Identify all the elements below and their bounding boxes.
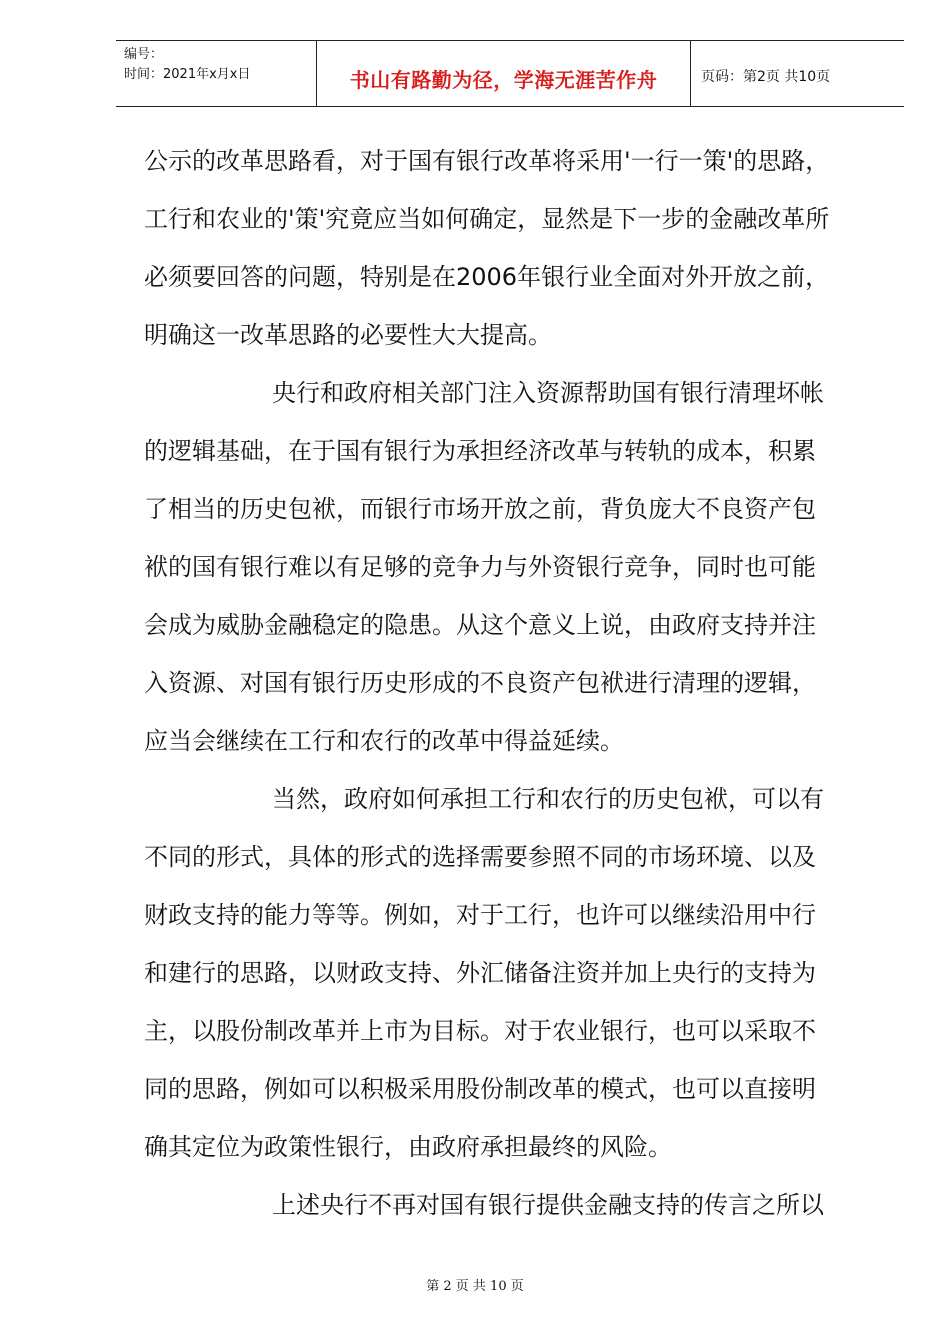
document-body bbox=[144, 132, 874, 1234]
text-line: 会成为威胁金融稳定的隐患。从这个意义上说，由政府支持并注 bbox=[144, 611, 816, 639]
document-header bbox=[116, 40, 904, 107]
text-line: 工行和农业的'策'究竟应当如何确定，显然是下一步的金融改革所 bbox=[144, 205, 830, 233]
document-number-label: 编号： bbox=[124, 47, 164, 62]
header-page-code: 页码：第2页 共10页 bbox=[701, 69, 831, 85]
text-line: 公示的改革思路看，对于国有银行改革将采用'一行一策'的思路， bbox=[144, 147, 830, 175]
text-line: 财政支持的能力等等。例如，对于工行，也许可以继续沿用中行 bbox=[144, 901, 816, 929]
text-line: 上述央行不再对国有银行提供金融支持的传言之所以 bbox=[272, 1191, 824, 1219]
text-line: 明确这一改革思路的必要性大大提高。 bbox=[144, 321, 552, 349]
paragraph-3 bbox=[144, 770, 874, 1176]
text-line: 袱的国有银行难以有足够的竞争力与外资银行竞争，同时也可能 bbox=[144, 553, 816, 581]
text-line: 不同的形式，具体的形式的选择需要参照不同的市场环境、以及 bbox=[144, 843, 816, 871]
paragraph-4 bbox=[144, 1176, 874, 1234]
text-line: 入资源、对国有银行历史形成的不良资产包袱进行清理的逻辑， bbox=[144, 669, 816, 697]
text-line: 的逻辑基础，在于国有银行为承担经济改革与转轨的成本，积累 bbox=[144, 437, 816, 465]
text-line: 当然，政府如何承担工行和农行的历史包袱，可以有 bbox=[272, 785, 824, 813]
header-motto-cell bbox=[317, 41, 691, 106]
document-date: 时间：2021年x月x日 bbox=[124, 67, 251, 82]
header-motto: 书山有路勤为径，学海无涯苦作舟 bbox=[349, 68, 658, 92]
page-footer: 第 2 页 共 10 页 bbox=[426, 1279, 524, 1294]
text-line: 确其定位为政策性银行，由政府承担最终的风险。 bbox=[144, 1133, 672, 1161]
text-line: 应当会继续在工行和农行的改革中得益延续。 bbox=[144, 727, 624, 755]
header-page-cell bbox=[691, 41, 904, 106]
text-line: 主，以股份制改革并上市为目标。对于农业银行，也可以采取不 bbox=[144, 1017, 816, 1045]
text-line: 同的思路，例如可以积极采用股份制改革的模式，也可以直接明 bbox=[144, 1075, 816, 1103]
paragraph-1 bbox=[144, 132, 874, 364]
paragraph-2 bbox=[144, 364, 874, 770]
text-line: 央行和政府相关部门注入资源帮助国有银行清理坏帐 bbox=[272, 379, 824, 407]
text-line: 了相当的历史包袱，而银行市场开放之前，背负庞大不良资产包 bbox=[144, 495, 816, 523]
header-meta-cell bbox=[116, 41, 317, 106]
text-line: 必须要回答的问题，特别是在2006年银行业全面对外开放之前， bbox=[144, 263, 830, 291]
text-line: 和建行的思路，以财政支持、外汇储备注资并加上央行的支持为 bbox=[144, 959, 816, 987]
